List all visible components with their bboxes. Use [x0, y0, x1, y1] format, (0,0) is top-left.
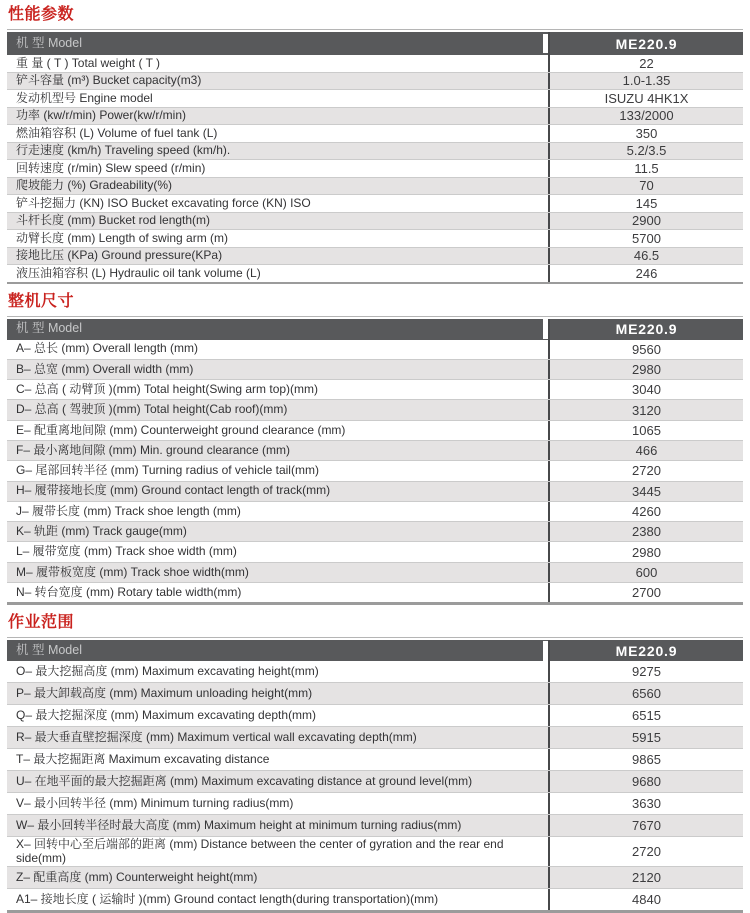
spec-label: G– 尾部回转半径 (mm) Turning radius of vehicle tail(mm)	[16, 463, 319, 478]
spec-label: Z– 配重高度 (mm) Counterweight height(mm)	[16, 870, 258, 885]
spec-row	[7, 748, 743, 770]
spec-value: 600	[548, 563, 743, 582]
spec-row	[7, 72, 743, 90]
spec-label: 功率 (kw/r/min) Power(kw/r/min)	[16, 108, 186, 122]
spec-label: 铲斗挖掘力 (KN) ISO Bucket excavating force (KN) ISO	[16, 195, 311, 210]
spec-row	[7, 726, 743, 748]
table-bottom-bar	[7, 602, 743, 605]
spec-row	[7, 521, 743, 541]
spec-row	[7, 55, 743, 72]
spec-value: 4840	[548, 889, 743, 910]
spec-row	[7, 194, 743, 212]
dimensions-table	[7, 316, 743, 606]
spec-value: 3630	[548, 793, 743, 814]
model-header-value: ME220.9	[548, 32, 743, 55]
spec-value: 145	[548, 195, 743, 212]
spec-label: F– 最小离地间隙 (mm) Min. ground clearance (mm)	[16, 442, 291, 457]
spec-label: 爬坡能力 (%) Gradeability(%)	[16, 178, 173, 192]
spec-value: 6515	[548, 705, 743, 726]
section-overall-dimensions	[7, 293, 743, 606]
model-header-value: ME220.9	[548, 319, 743, 340]
spec-value: 9275	[548, 661, 743, 682]
spec-value: 22	[548, 55, 743, 72]
spec-value: 9560	[548, 340, 743, 359]
spec-value: 350	[548, 125, 743, 142]
spec-value: 2380	[548, 522, 743, 541]
spec-value: 2720	[548, 837, 743, 866]
spec-value: 70	[548, 178, 743, 195]
spec-row	[7, 866, 743, 888]
spec-row	[7, 340, 743, 359]
spec-value: 3040	[548, 380, 743, 399]
spec-label: 接地比压 (KPa) Ground pressure(KPa)	[16, 248, 223, 262]
spec-value: 5700	[548, 230, 743, 247]
spec-label: N– 转台宽度 (mm) Rotary table width(mm)	[16, 584, 242, 599]
section-working-range	[7, 614, 743, 913]
spec-value: 9680	[548, 771, 743, 792]
spec-row	[7, 359, 743, 379]
spec-value: 1.0-1.35	[548, 73, 743, 90]
spec-row	[7, 682, 743, 704]
section-title: 整机尺寸	[8, 292, 75, 310]
spec-row	[7, 582, 743, 602]
spec-row	[7, 107, 743, 125]
model-header-label: 机 型 Model	[7, 34, 548, 54]
spec-label: 铲斗容量 (m³) Bucket capacity(m3)	[16, 73, 202, 87]
spec-row	[7, 481, 743, 501]
spec-row	[7, 379, 743, 399]
section-performance-parameters	[7, 6, 743, 284]
spec-row	[7, 420, 743, 440]
spec-row	[7, 124, 743, 142]
spec-value: 2120	[548, 867, 743, 888]
spec-row	[7, 792, 743, 814]
spec-row	[7, 770, 743, 792]
section-title: 性能参数	[8, 6, 75, 23]
spec-value: 6560	[548, 683, 743, 704]
section-title: 作业范围	[8, 614, 75, 632]
spec-row	[7, 814, 743, 836]
spec-row	[7, 159, 743, 177]
spec-label: 回转速度 (r/min) Slew speed (r/min)	[16, 160, 206, 175]
spec-value: 11.5	[548, 160, 743, 177]
spec-row	[7, 704, 743, 726]
spec-label: U– 在地平面的最大挖掘距离 (mm) Maximum excavating distance at ground level(mm)	[16, 774, 473, 789]
spec-label: H– 履带接地长度 (mm) Ground contact length of track(mm)	[16, 483, 331, 498]
spec-row	[7, 836, 743, 866]
spec-value: 466	[548, 441, 743, 460]
spec-row	[7, 541, 743, 561]
spec-value: 5915	[548, 727, 743, 748]
spec-value: 2980	[548, 542, 743, 561]
spec-row	[7, 440, 743, 460]
spec-label: Q– 最大挖掘深度 (mm) Maximum excavating depth(mm)	[16, 708, 317, 723]
spec-row	[7, 501, 743, 521]
spec-value: 3445	[548, 482, 743, 501]
spec-row	[7, 142, 743, 160]
spec-row	[7, 264, 743, 282]
performance-table	[7, 29, 743, 284]
spec-value: 2720	[548, 461, 743, 480]
spec-label: C– 总高 ( 动臂顶 )(mm) Total height(Swing arm top)(mm)	[16, 381, 319, 396]
spec-label: P– 最大卸载高度 (mm) Maximum unloading height(mm)	[16, 686, 313, 701]
table-top-rule	[7, 29, 743, 30]
spec-label: L– 履带宽度 (mm) Track shoe width (mm)	[16, 544, 237, 559]
spec-label: W– 最小回转半径时最大高度 (mm) Maximum height at minimum turning radius(mm)	[16, 818, 462, 833]
table-bottom-bar	[7, 282, 743, 284]
spec-label: 行走速度 (km/h) Traveling speed (km/h).	[16, 143, 231, 157]
spec-value: 246	[548, 265, 743, 282]
spec-value: 1065	[548, 421, 743, 440]
table-header-row	[7, 319, 743, 340]
spec-label: A– 总长 (mm) Overall length (mm)	[16, 341, 199, 356]
working-range-table	[7, 637, 743, 913]
spec-value: 9865	[548, 749, 743, 770]
spec-label: V– 最小回转半径 (mm) Minimum turning radius(mm)	[16, 796, 294, 811]
spec-label: 动臂长度 (mm) Length of swing arm (m)	[16, 230, 229, 245]
table-header-row	[7, 640, 743, 661]
spec-label: 发动机型号 Engine model	[16, 90, 153, 105]
spec-row	[7, 888, 743, 910]
spec-label: A1– 接地长度 ( 运输时 )(mm) Ground contact length(during transportation)(mm)	[16, 892, 439, 907]
model-header-label: 机 型 Model	[7, 319, 548, 339]
spec-label: X– 回转中心至后端部的距离 (mm) Distance between the center of gyration and the rear end side(mm)	[16, 837, 504, 865]
table-top-rule	[7, 316, 743, 317]
spec-value: 7670	[548, 815, 743, 836]
spec-value: ISUZU 4HK1X	[548, 90, 743, 107]
spec-value: 3120	[548, 400, 743, 419]
spec-value: 133/2000	[548, 108, 743, 125]
spec-row	[7, 177, 743, 195]
spec-label: J– 履带长度 (mm) Track shoe length (mm)	[16, 503, 241, 518]
model-header-label: 机 型 Model	[7, 641, 548, 661]
spec-label: O– 最大挖掘高度 (mm) Maximum excavating height(mm)	[16, 664, 319, 679]
spec-label: 燃油箱容积 (L) Volume of fuel tank (L)	[16, 125, 218, 140]
model-header-value: ME220.9	[548, 640, 743, 661]
spec-row	[7, 89, 743, 107]
spec-value: 2700	[548, 583, 743, 602]
spec-row	[7, 562, 743, 582]
spec-row	[7, 212, 743, 230]
spec-row	[7, 247, 743, 265]
spec-label: M– 履带板宽度 (mm) Track shoe width(mm)	[16, 564, 249, 579]
spec-label: 液压油箱容积 (L) Hydraulic oil tank volume (L)	[16, 265, 261, 280]
table-top-rule	[7, 637, 743, 638]
spec-label: K– 轨距 (mm) Track gauge(mm)	[16, 524, 187, 539]
spec-label: E– 配重离地间隙 (mm) Counterweight ground clearance (mm)	[16, 422, 346, 437]
spec-value: 5.2/3.5	[548, 143, 743, 160]
spec-label: 斗杆长度 (mm) Bucket rod length(m)	[16, 213, 211, 227]
spec-value: 46.5	[548, 248, 743, 265]
spec-label: D– 总高 ( 驾驶顶 )(mm) Total height(Cab roof)(mm)	[16, 402, 288, 417]
spec-label: R– 最大垂直壁挖掘深度 (mm) Maximum vertical wall excavating depth(mm)	[16, 730, 417, 745]
spec-label: B– 总宽 (mm) Overall width (mm)	[16, 361, 194, 376]
spec-value: 2980	[548, 360, 743, 379]
spec-row	[7, 661, 743, 682]
spec-value: 4260	[548, 502, 743, 521]
spec-row	[7, 229, 743, 247]
spec-row	[7, 399, 743, 419]
table-header-row	[7, 32, 743, 55]
spec-value: 2900	[548, 213, 743, 230]
spec-row	[7, 460, 743, 480]
spec-label: T– 最大挖掘距离 Maximum excavating distance	[16, 752, 270, 767]
spec-label: 重 量 ( T ) Total weight ( T )	[16, 55, 161, 70]
